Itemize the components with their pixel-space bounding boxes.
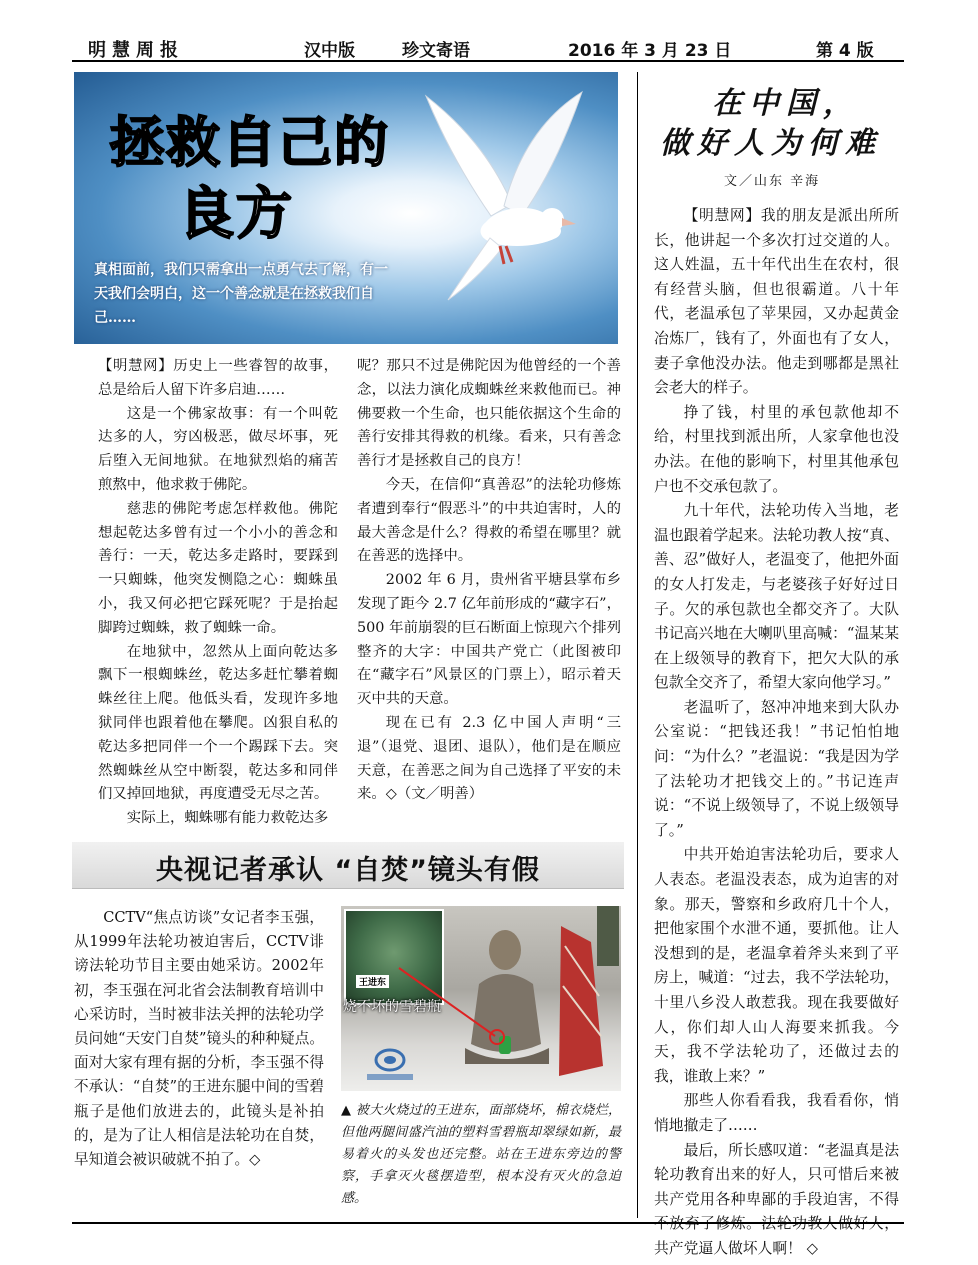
article1-paragraph: 实际上，蜘蛛哪有能力救乾达多	[126, 810, 329, 827]
tv-logo-icon	[355, 1044, 425, 1086]
column-divider	[637, 72, 638, 1218]
paper-name: 明慧周报	[88, 40, 184, 61]
page-header	[72, 32, 904, 60]
article2-headline-bar	[72, 842, 624, 889]
article3-paragraph: 老温听了，怒冲冲地来到大队办公室说：“把钱还我！”书记怕怕地问：“为什么？”老温说：“我是因为学了法轮功才把钱交上的。”书记连声说：“不说上级领导了，不说上级领导了。”	[654, 698, 899, 839]
article1-paragraph: 在地狱中，忽然从上面向乾达多飘下一根蜘蛛丝，乾达多赶忙攀着蜘蛛丝往上爬。他低头看，发现许多地狱同伴也跟着他在攀爬。凶狠自私的乾达多把同伴一个一个踢踩下去。突然蜘蛛丝从空中断裂，乾达多和同伴们又掉回地狱，再度遭受无尽之苦。	[98, 643, 338, 803]
article1-paragraph: 呢？那只不过是佛陀因为他曾经的一个善念，以法力演化成蜘蛛丝来救他而已。神佛要救一个生命，也只能依据这个生命的善行安排其得救的机缘。看来，只有善念善行才是拯救自己的良方！	[357, 358, 621, 470]
article3-paragraph: 九十年代，法轮功传入当地，老温也跟着学起来。法轮功教人按“真、善、忍”做好人，老温变了，他把外面的女人打发走，与老婆孩子好好过日子。欠的承包款也全都交齐了。大队书记高兴地在大喇叭里高喊：“温某某在上级领导的教育下，把欠大队的承包款全交齐了，希望大家向他学习。”	[654, 502, 899, 692]
photo-caption: ▲ 被大火烧过的王进东，面部烧坏，棉衣烧烂，但他两腿间盛汽油的塑料雪碧瓶却翠绿如新，最易着火的头发也还完整。站在王进东旁边的警察，手拿灭火毯摆造型，根本没有灭火的急迫感。	[341, 1103, 621, 1206]
banner-title-line1: 拯救自己的	[110, 111, 390, 174]
article2-body-block	[74, 906, 324, 1172]
issue-date: 2016 年 3 月 23 日	[568, 41, 732, 61]
banner-title-line2: 良方	[178, 182, 294, 247]
article1-paragraph: 今天，在信仰“真善忍”的法轮功修炼者遭到奉行“假恶斗”的中共迫害时，人的最大善念是什么？得救的希望在哪里？就在善恶的选择中。	[357, 476, 621, 565]
police-flag-figure	[551, 906, 621, 1091]
article1-col2	[357, 355, 621, 807]
article2-headline: 央视记者承认 “自焚”镜头有假	[156, 855, 540, 886]
article2-body: CCTV“焦点访谈”女记者李玉强，从1999年法轮功被迫害后，CCTV诽谤法轮功节目主要由她采访。2002年初，李玉强在河北省会法制教育培训中心采访时，当时被非法关押的法轮功学员问她“天安门自焚”镜头的种种疑点。面对大家有理有据的分析，李玉强不得不承认：“自焚”的王进东腿中间的雪碧瓶子是他们放进去的，此镜头是补拍的，是为了让人相信是法轮功在自焚，早知道会被识破就不拍了。◇	[74, 909, 324, 1169]
white-dove-icon	[396, 88, 616, 320]
photo-label: 烧不坏的雪碧瓶	[343, 999, 441, 1015]
article3-paragraph: 最后，所长感叹道：“老温真是法轮功教育出来的好人，只可惜后来被共产党用各种卑鄙的手段迫害，不得不放弃了修炼。法轮功教人做好人，共产党逼人做坏人啊！ ◇	[654, 1141, 899, 1257]
article1-paragraph: 现在已有 2.3 亿中国人声明“三退”（退党、退团、退队），他们是在顺应天意，在善恶之间为自己选择了平安的未来。◇（文／明善）	[357, 714, 621, 803]
article1-paragraph: 慈悲的佛陀考虑怎样救他。佛陀想起乾达多曾有过一个小小的善念和善行：一天，乾达多走路时，要踩到一只蜘蛛，他突发恻隐之心：蜘蛛虽小，我又何必把它踩死呢？于是抬起脚跨过蜘蛛，救了蜘蛛一命。	[98, 500, 338, 636]
article1-paragraph: 2002 年 6 月，贵州省平塘县掌布乡发现了距今 2.7 亿年前形成的“藏字石”，500 年前崩裂的巨石断面上惊现六个排列整齐的大字：中国共产党亡（此图被印在“藏字石”风景区的门票上），昭示着天灭中共的天意。	[357, 572, 621, 708]
article3-body	[654, 204, 899, 1262]
article3-byline: 文／山东 辛海	[724, 174, 821, 189]
header-rule	[72, 60, 904, 62]
photo-inset-label: 王进东	[356, 975, 389, 988]
banner-subtitle: 真相面前，我们只需拿出一点勇气去了解，有一天我们会明白，这一个善念就是在拯救我们自己……	[94, 262, 388, 326]
article3-title-line1: 在中国，	[712, 86, 860, 121]
article3-paragraph: 中共开始迫害法轮功后，要求人人表态。老温没表态，成为迫害的对象。那天，警察和乡政府几十个人，把他家围个水泄不通，要抓他。让人没想到的是，老温拿着斧头来到了平房上，喊道：“过去，我不学法轮功，十里八乡没人敢惹我。现在我要做好人，你们却人山人海要来抓我。今天，我不学法轮功了，还做过去的我，谁敢上来？”	[654, 846, 899, 1085]
article3-paragraph: 【明慧网】我的朋友是派出所所长，他讲起一个多次打过交道的人。这人姓温，五十年代出生在农村，很有经营头脑，但也很霸道。八十年代，老温承包了苹果园，又办起黄金冶炼厂，钱有了，外面也有了女人，妻子拿他没办法。他走到哪都是黑社会老大的样子。	[654, 207, 899, 397]
news-photo	[341, 906, 621, 1091]
banner-image	[74, 72, 618, 344]
section-label: 珍文寄语	[402, 41, 470, 61]
article3-title-line2: 做好人为何难	[660, 126, 882, 161]
edition-label: 汉中版	[304, 41, 355, 61]
footer-rule	[72, 1222, 904, 1224]
article1-col1	[98, 355, 338, 831]
article3-paragraph: 挣了钱，村里的承包款他却不给，村里找到派出所，人家拿他也没办法。在他的影响下，村里其他承包户也不交承包款了。	[654, 403, 899, 495]
article1-paragraph: 这是一个佛家故事：有一个叫乾达多的人，穷凶极恶，做尽坏事，死后堕入无间地狱。在地狱烈焰的痛苦煎熬中，他求救于佛陀。	[98, 405, 338, 493]
page-number: 第 4 版	[816, 41, 874, 61]
article1-paragraph: 【明慧网】历史上一些睿智的故事，总是给后人留下许多启迪……	[98, 358, 338, 398]
article3-paragraph: 那些人你看看我，我看看你，悄悄地撤走了……	[654, 1092, 899, 1134]
